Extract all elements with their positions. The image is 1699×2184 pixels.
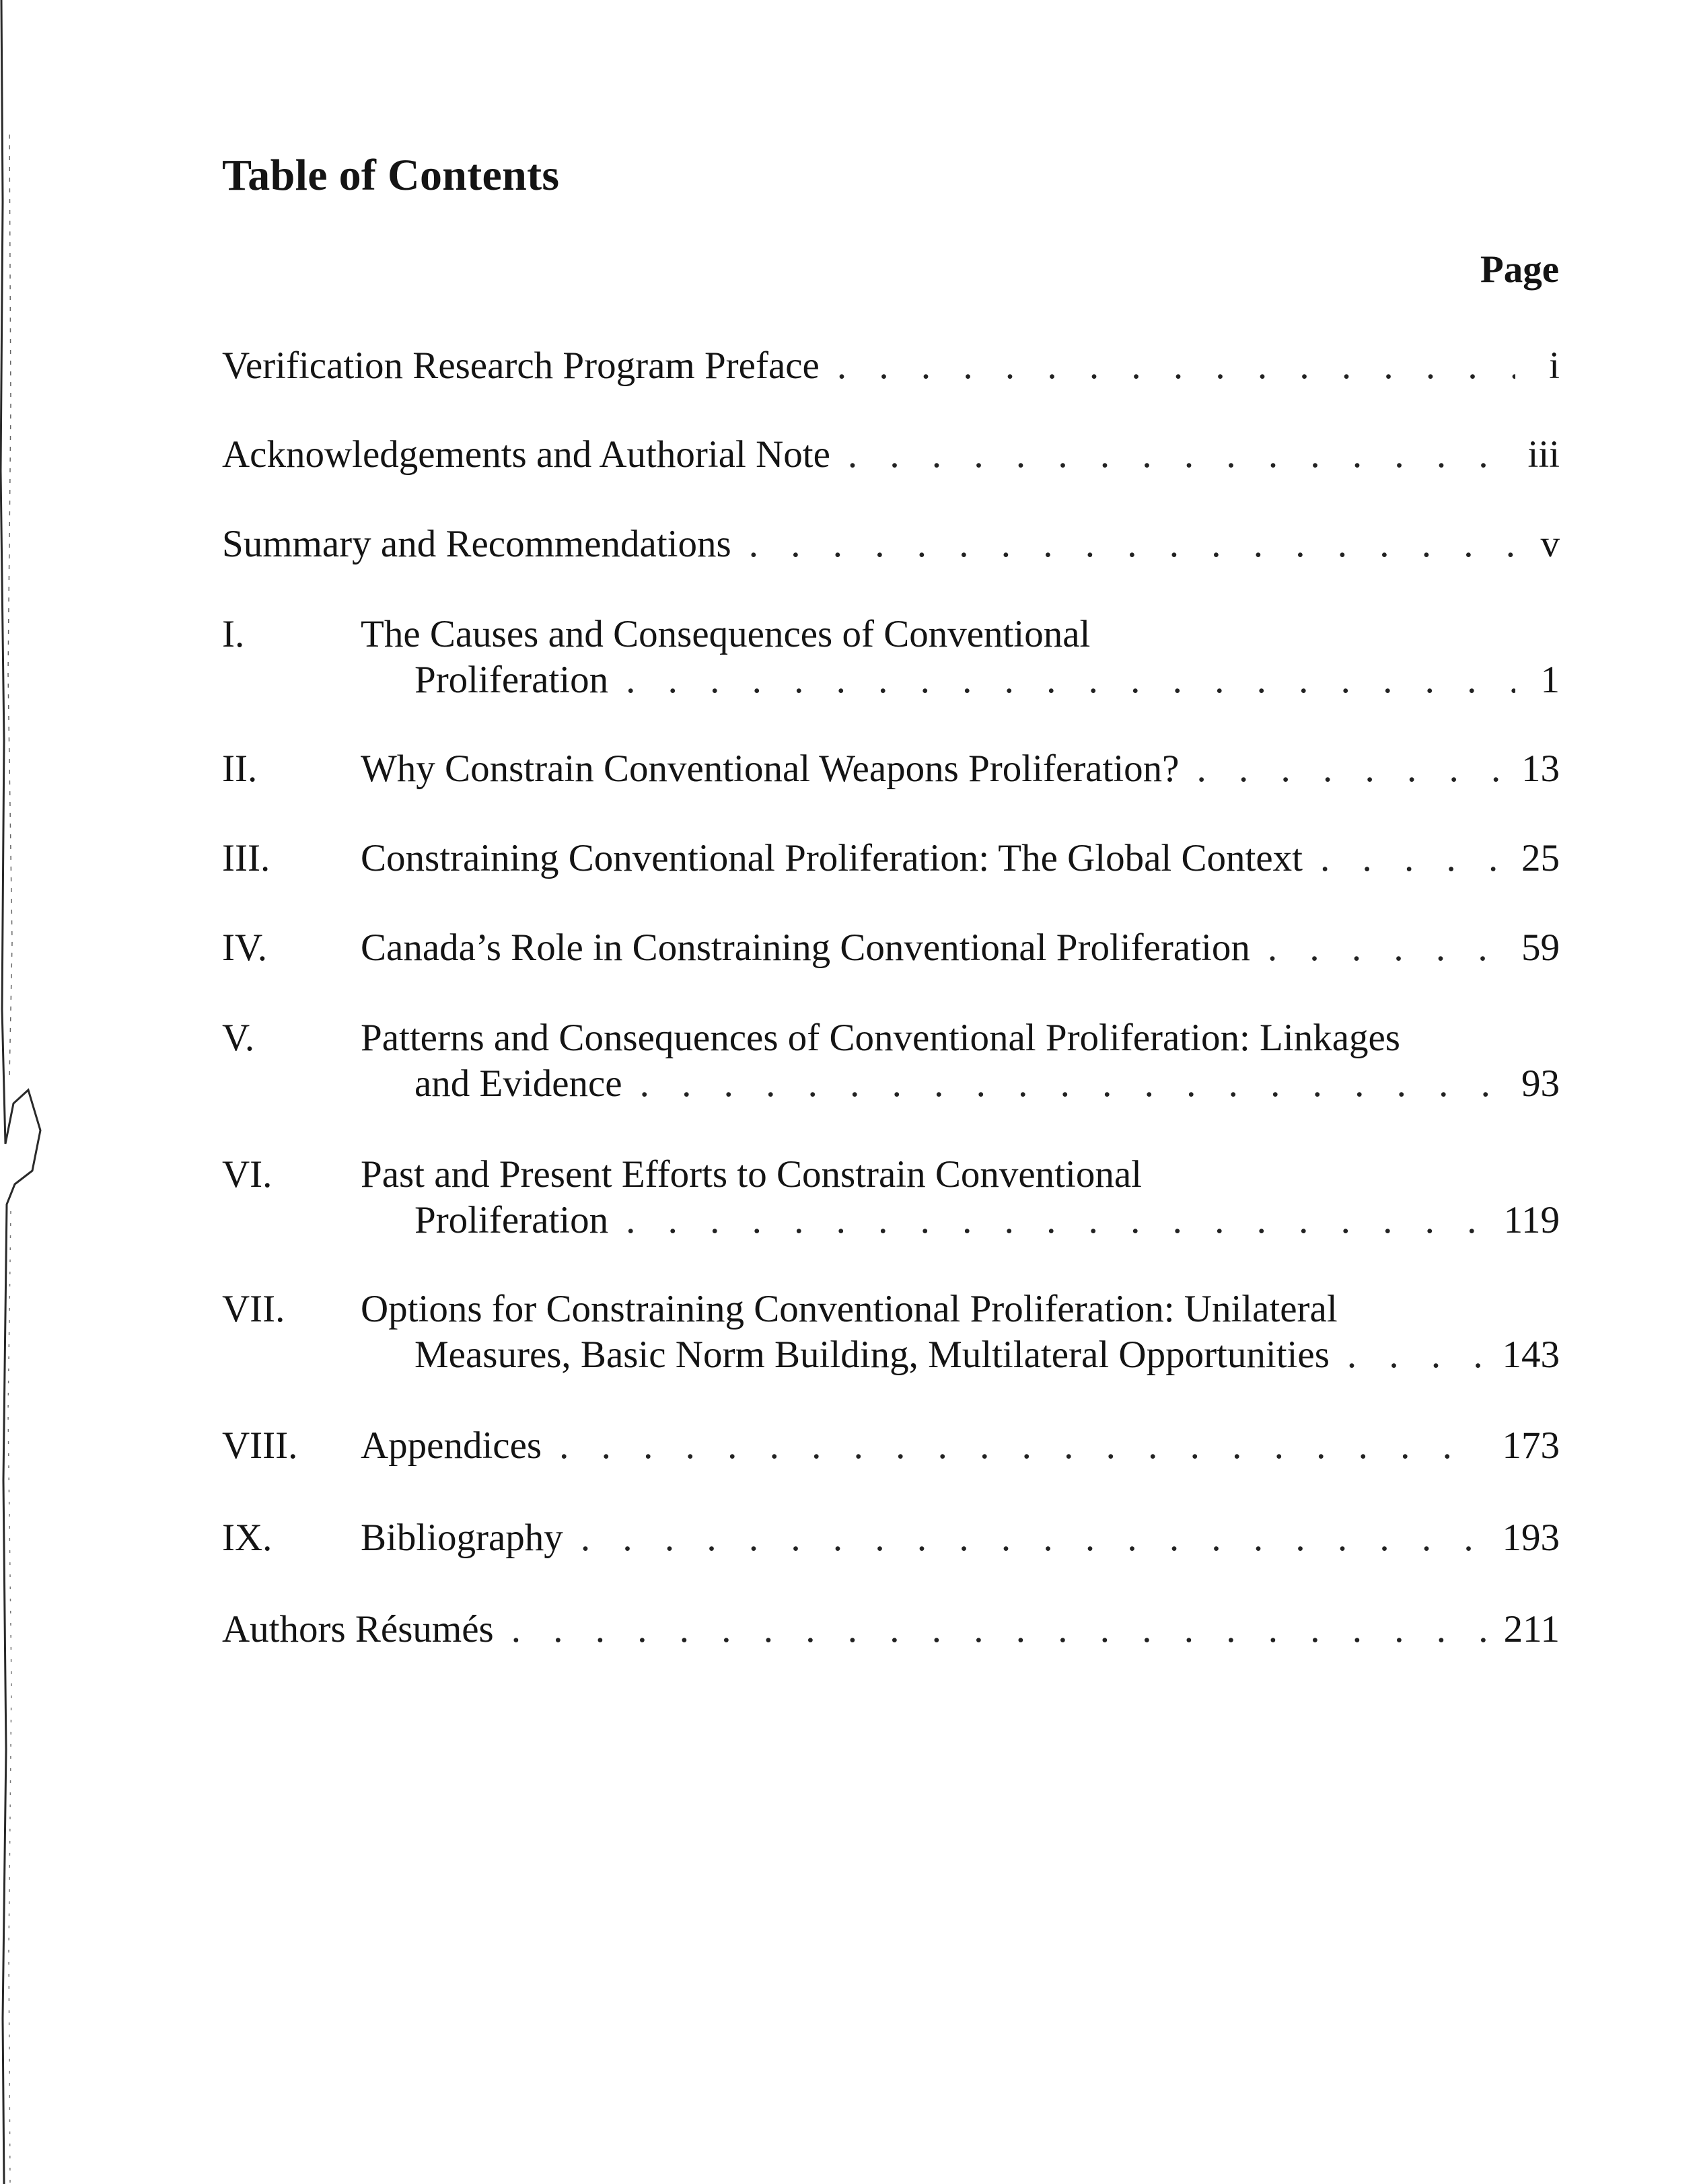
entry-page-number: 13 <box>1521 748 1560 790</box>
dot-leader <box>837 343 1515 389</box>
dot-leader <box>626 1198 1486 1243</box>
dot-leader <box>1347 1332 1485 1378</box>
entry-page-number: 173 <box>1502 1424 1560 1467</box>
dot-leader <box>1268 925 1504 971</box>
entry-title-continued: Proliferation <box>414 659 609 701</box>
entry-title: Verification Research Program Preface <box>222 344 820 387</box>
entry-title: Summary and Recommendations <box>222 523 731 565</box>
toc-entry-authors[interactable] <box>222 1607 1560 1652</box>
entry-title: Why Constrain Conventional Weapons Proliferation? <box>361 748 1180 790</box>
toc-entry-preface[interactable] <box>222 343 1560 389</box>
table-of-contents <box>222 0 1560 2184</box>
chapter-number: VIII. <box>222 1424 298 1467</box>
entry-page-number: v <box>1540 523 1560 565</box>
chapter-number: V. <box>222 1017 255 1059</box>
entry-title: Constraining Conventional Proliferation: The Global Context <box>361 837 1303 879</box>
toc-entry-chapter-7[interactable] <box>222 1286 1560 1378</box>
dot-leader <box>749 521 1515 567</box>
chapter-number: VI. <box>222 1153 273 1196</box>
toc-entry-summary[interactable] <box>222 521 1560 567</box>
entry-page-number: 1 <box>1540 659 1560 701</box>
dot-leader <box>511 1607 1486 1652</box>
page-title: Table of Contents <box>222 151 560 200</box>
page-column-header: Page <box>1480 248 1559 291</box>
entry-title: Canada’s Role in Constraining Conventional Proliferation <box>361 926 1250 969</box>
toc-entry-chapter-9[interactable] <box>222 1515 1560 1561</box>
entry-page-number: 25 <box>1521 837 1560 879</box>
entry-title-continued: Measures, Basic Norm Building, Multilateral Opportunities <box>414 1334 1330 1376</box>
toc-entry-chapter-1[interactable] <box>222 612 1560 703</box>
chapter-number: IX. <box>222 1517 273 1559</box>
toc-entry-chapter-2[interactable] <box>222 746 1560 792</box>
entry-title: Bibliography <box>361 1517 563 1559</box>
chapter-number: II. <box>222 748 258 790</box>
dot-leader <box>1196 746 1504 792</box>
scan-edge-artifact <box>0 0 61 2184</box>
entry-page-number: i <box>1549 344 1560 387</box>
entry-page-number: 93 <box>1521 1062 1560 1105</box>
toc-entry-acknowledgements[interactable] <box>222 432 1560 478</box>
entry-title: Acknowledgements and Authorial Note <box>222 433 830 476</box>
toc-entry-chapter-5[interactable] <box>222 1015 1560 1107</box>
entry-page-number: 193 <box>1502 1517 1560 1559</box>
dot-leader <box>848 432 1511 478</box>
dot-leader <box>1320 836 1504 881</box>
entry-title: Authors Résumés <box>222 1608 494 1650</box>
entry-title-continued: and Evidence <box>414 1062 622 1105</box>
entry-page-number: 211 <box>1503 1608 1560 1650</box>
chapter-number: IV. <box>222 926 268 969</box>
dot-leader <box>626 657 1515 703</box>
entry-title: Patterns and Consequences of Conventional Proliferation: Linkages <box>361 1017 1400 1059</box>
toc-entry-chapter-3[interactable] <box>222 836 1560 881</box>
entry-title-continued: Proliferation <box>414 1199 609 1241</box>
entry-page-number: 59 <box>1521 926 1560 969</box>
entry-title: Appendices <box>361 1424 542 1467</box>
toc-entry-chapter-8[interactable] <box>222 1423 1560 1469</box>
entry-page-number: iii <box>1527 433 1560 476</box>
dot-leader <box>640 1061 1504 1107</box>
entry-title: Past and Present Efforts to Constrain Conventional <box>361 1153 1142 1196</box>
toc-entry-chapter-4[interactable] <box>222 925 1560 971</box>
chapter-number: I. <box>222 613 245 655</box>
chapter-number: VII. <box>222 1288 285 1330</box>
dot-leader <box>559 1423 1484 1469</box>
dot-leader <box>581 1515 1485 1561</box>
toc-entry-chapter-6[interactable] <box>222 1152 1560 1243</box>
entry-page-number: 143 <box>1502 1334 1560 1376</box>
entry-title: The Causes and Consequences of Conventional <box>361 613 1091 655</box>
entry-page-number: 119 <box>1503 1199 1560 1241</box>
entry-title: Options for Constraining Conventional Proliferation: Unilateral <box>361 1288 1338 1330</box>
chapter-number: III. <box>222 837 270 879</box>
